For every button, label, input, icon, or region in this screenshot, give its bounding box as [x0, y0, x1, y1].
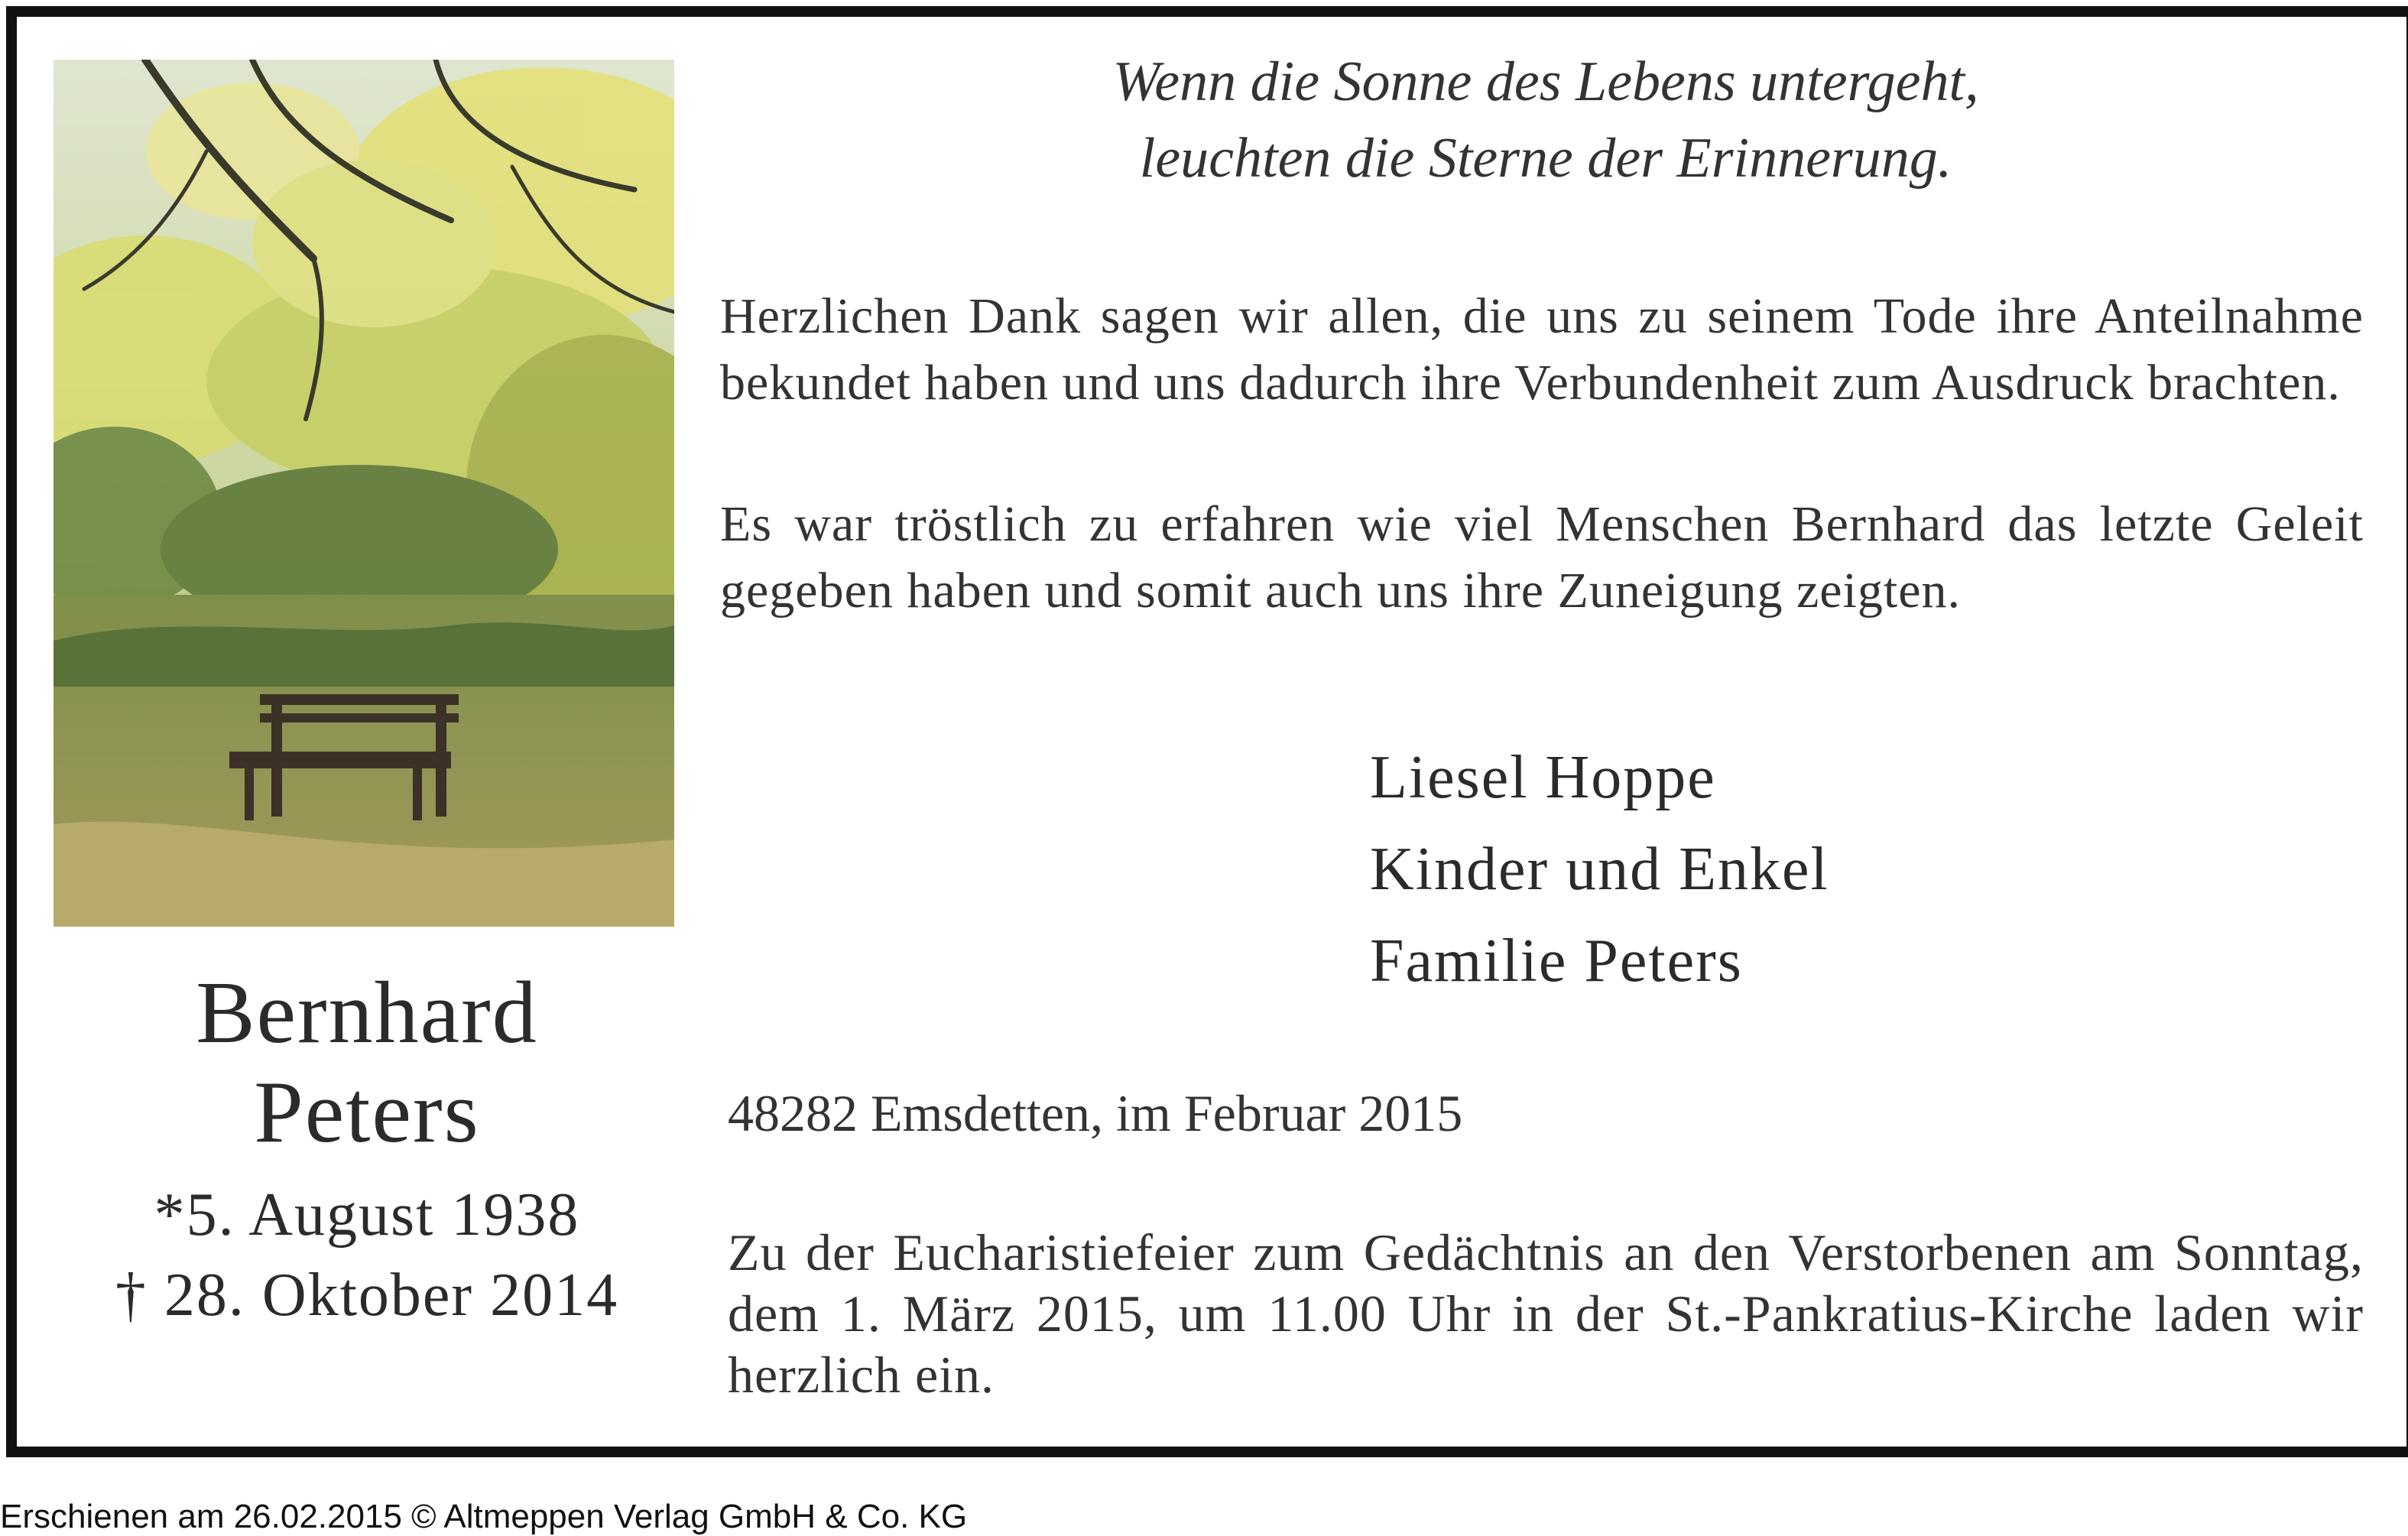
signatory: Kinder und Enkel	[1370, 836, 1829, 903]
birth-date: *5. August 1938	[154, 1181, 580, 1249]
publication-credit: Erschienen am 26.02.2015 © Altmeppen Verlag GmbH & Co. KG	[0, 1498, 968, 1535]
deceased-first-name: Bernhard	[196, 964, 538, 1062]
consolation-paragraph: Es war tröstlich zu erfahren wie viel Menschen Bernhard das letzte Geleit gegeben haben und somit auch uns ihre Zuneigung zeigten.	[720, 496, 2364, 619]
obituary-notice	[6, 6, 2408, 1457]
deceased-last-name: Peters	[254, 1064, 480, 1161]
memorial-photo	[54, 60, 674, 927]
signatory: Familie Peters	[1370, 927, 1743, 995]
signatory: Liesel Hoppe	[1370, 744, 1716, 811]
motto-line-1: Wenn die Sonne des Lebens untergeht,	[1112, 50, 1979, 113]
thanks-paragraph: Herzlichen Dank sagen wir allen, die uns zu seinem Tode ihre Anteilnahme bekundet haben und uns dadurch ihre Verbundenheit zum Ausdruck brachten.	[720, 288, 2364, 411]
death-date: † 28. Oktober 2014	[115, 1262, 619, 1329]
mass-invitation: Zu der Eucharistiefeier zum Gedächtnis an den Verstorbenen am Sonntag, dem 1. März 2015, um 11.00 Uhr in der St.-Pankratius-Kirche laden wir herzlich ein.	[728, 1223, 2364, 1404]
bench-landscape-image	[54, 60, 674, 927]
motto-line-2: leuchten die Sterne der Erinnerung.	[1139, 127, 1952, 190]
place-and-date: 48282 Emsdetten, im Februar 2015	[728, 1084, 1463, 1142]
